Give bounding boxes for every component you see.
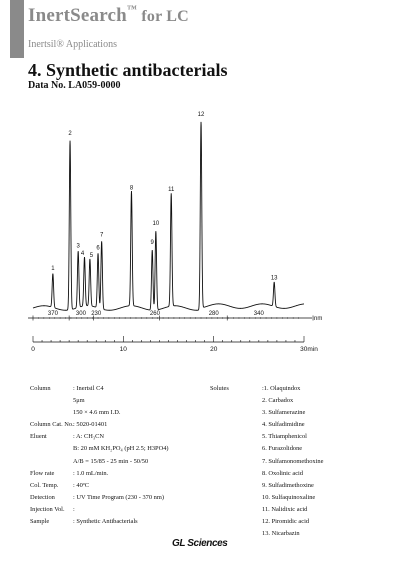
wavelength-label: 280 <box>208 311 219 317</box>
solute-item: 8. Oxolinic acid <box>262 469 303 477</box>
condition-value: 150 × 4.6 mm I.D. <box>73 409 121 417</box>
peak-label: 3 <box>76 243 80 250</box>
peak-label: 9 <box>150 239 154 246</box>
condition-value: : 1.0 mL/min. <box>73 469 109 477</box>
condition-value: A/B = 15/85 - 25 min - 50/50 <box>73 457 149 465</box>
peak-label: 6 <box>96 245 100 252</box>
gl-sciences-logo: GL Sciences <box>172 538 228 549</box>
solute-item: 12. Piromidic acid <box>262 518 310 526</box>
solute-item: 7. Sulfamonomethoxine <box>262 457 324 465</box>
condition-label: Column <box>30 385 51 392</box>
condition-label: Col. Temp. <box>30 481 59 489</box>
solute-item: 2. Carbadox <box>262 397 294 405</box>
condition-value: 5μm <box>73 397 85 405</box>
chromatogram-svg <box>20 110 323 360</box>
wavelength-label: 340 <box>253 311 264 317</box>
condition-value: : UV Time Program (230 - 370 nm) <box>73 493 164 501</box>
condition-value: : 5020-01401 <box>73 421 108 429</box>
condition-label: Column Cat. No. <box>30 421 74 429</box>
data-number: Data No. LA059-0000 <box>28 80 121 91</box>
condition-label: Eluent <box>30 433 47 441</box>
time-tick-label: 30min <box>300 346 318 353</box>
brand-title: InertSearch™ for LC <box>28 3 189 26</box>
gradient-scale <box>28 311 322 322</box>
condition-value: : Inertsil C4 <box>73 385 104 392</box>
page-title: 4. Synthetic antibacterials <box>28 60 228 80</box>
condition-label <box>30 443 74 455</box>
peak-label: 12 <box>197 112 205 118</box>
wavelength-label: 230 <box>91 311 102 317</box>
condition-label <box>30 456 74 468</box>
condition-value: : A: CH₃CN <box>73 433 104 441</box>
solute-item: :1. Olaquindox <box>262 385 301 392</box>
solute-item: 6. Furazolidone <box>262 445 303 453</box>
chromatogram-trace <box>33 122 304 310</box>
chromatogram <box>20 110 323 360</box>
wavelength-label: 260 <box>149 311 160 317</box>
peak-label: 1 <box>51 266 55 273</box>
solute-item: 13. Nicarbazin <box>262 530 300 538</box>
condition-label: Sample <box>30 518 50 526</box>
peak-label: 5 <box>89 253 94 259</box>
solutes-list <box>262 383 323 540</box>
solute-item: 3. Sulfamerazine <box>262 409 306 417</box>
condition-value: : 40ºC <box>73 481 90 489</box>
condition-label: Detection <box>30 493 55 501</box>
condition-value: B: 20 mM KH₂PO₄ (pH 2.5; H3PO4) <box>73 445 169 453</box>
solute-item: 4. Sulfadimidine <box>262 421 305 429</box>
peak-label: 8 <box>129 185 134 192</box>
brand-subtitle: Inertsil® Applications <box>28 39 117 50</box>
conditions-values <box>73 383 169 528</box>
peak-label: 7 <box>100 232 104 239</box>
peak-label: 10 <box>152 221 160 227</box>
condition-value: : <box>73 505 75 513</box>
time-tick-label: 0 <box>31 346 35 353</box>
solutes-heading: Solutes <box>210 385 229 392</box>
condition-value: : Synthetic Antibacterials <box>73 518 138 526</box>
solute-item: 5. Thiamphenicol <box>262 433 307 441</box>
condition-label <box>30 407 74 419</box>
time-axis <box>31 336 318 353</box>
solute-item: 11. Nalidixic acid <box>262 505 308 513</box>
peak-label: 11 <box>168 187 175 194</box>
conditions-labels <box>30 383 74 528</box>
time-tick-label: 20 <box>210 346 218 353</box>
condition-label: Flow rate <box>30 469 55 477</box>
wavelength-label: 370 <box>47 311 58 317</box>
solute-item: 9. Sulfadimethoxine <box>262 481 314 489</box>
solute-item: 10. Sulfaquinoxaline <box>262 493 316 501</box>
wavelength-label: 300 <box>75 311 86 317</box>
header-side-bar <box>10 0 24 58</box>
condition-label: Injection Vol. <box>30 505 65 513</box>
time-tick-label: 10 <box>119 346 127 353</box>
peak-label: 13 <box>270 275 278 282</box>
trace-layer <box>33 112 304 310</box>
peak-label: 2 <box>68 130 72 137</box>
wavelength-unit: nm <box>314 316 323 322</box>
condition-label <box>30 395 74 407</box>
peak-label: 4 <box>80 251 85 258</box>
